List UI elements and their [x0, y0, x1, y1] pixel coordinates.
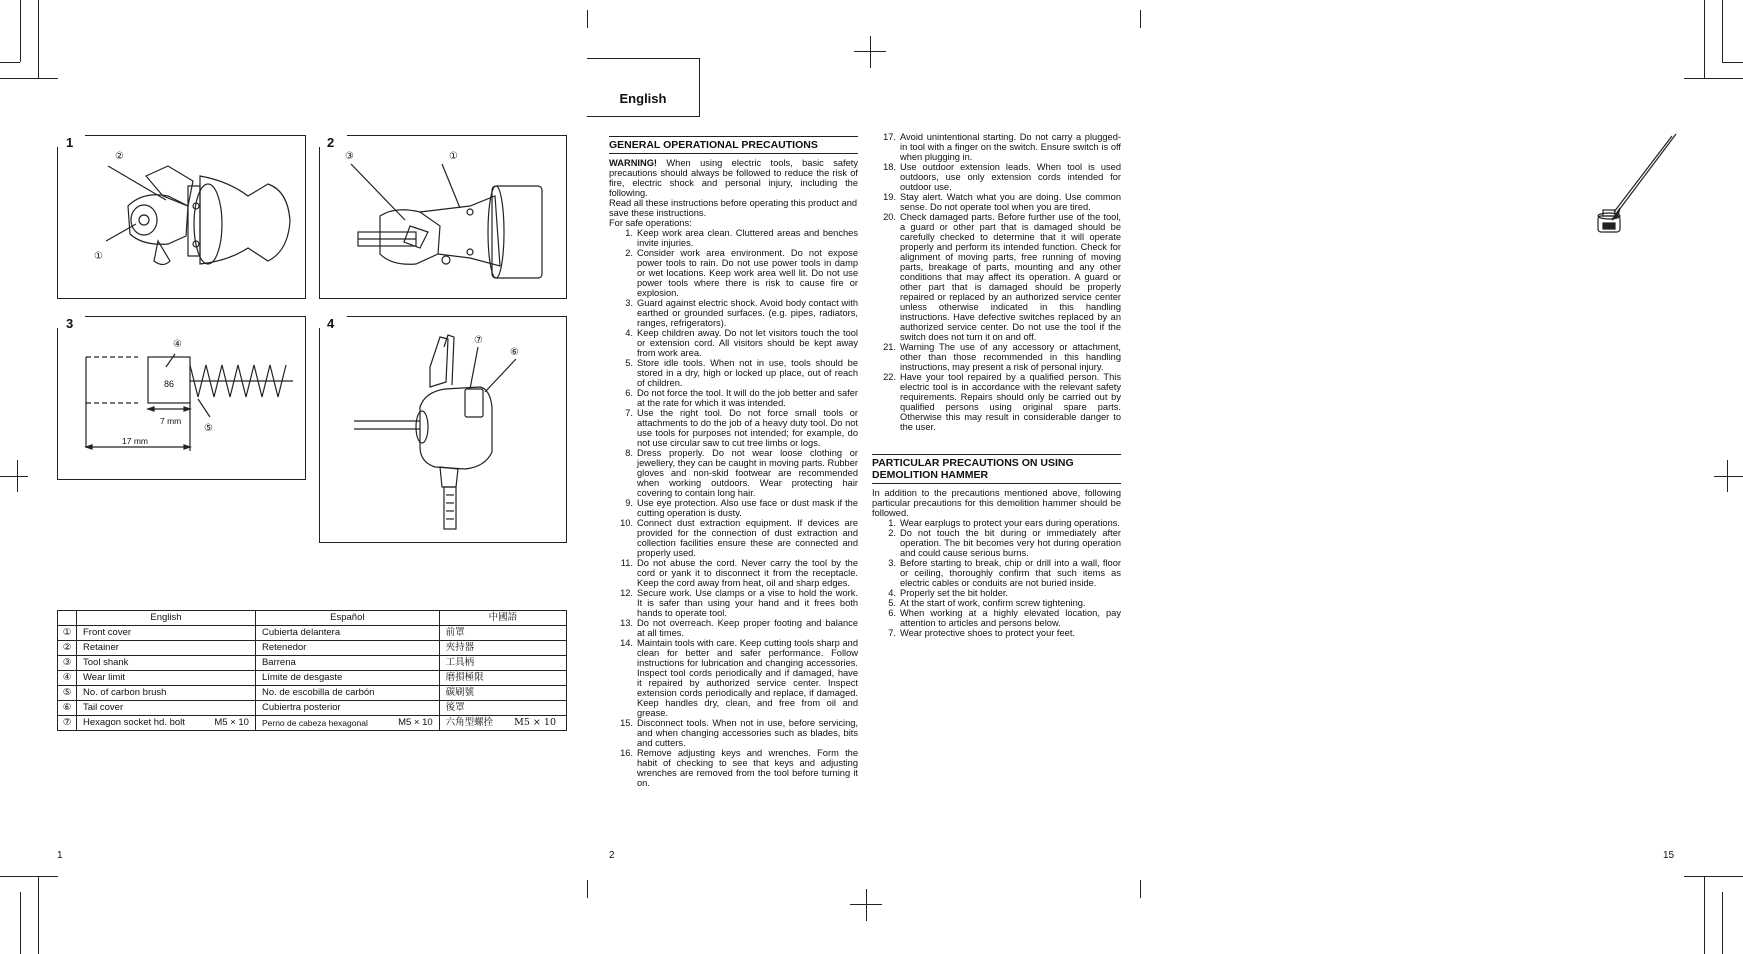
list-item-text: Properly set the bit holder. — [900, 588, 1009, 598]
list-item — [609, 228, 858, 248]
list-item — [609, 518, 858, 558]
table-row — [58, 656, 567, 671]
list-item-number: 3. — [888, 558, 896, 568]
part-name-spanish: Retenedor — [255, 641, 439, 656]
part-name-english: No. of carbon brush — [77, 686, 256, 701]
list-item-number: 15. — [620, 718, 633, 728]
list-item-text: Warning The use of any accessory or attachment, other than those recommended in this handling instructions, may present a risk of personal injury. — [900, 342, 1121, 372]
language-tab-label: English — [619, 91, 667, 106]
figure-4-drawing — [320, 317, 566, 542]
list-item-text: When working at a highly elevated location, pay attention to articles and persons below. — [900, 608, 1121, 628]
particular-precautions-list — [872, 518, 1121, 638]
list-item-text: Remove adjusting keys and wrenches. Form the habit of checking to see that keys and adjusting wrenches are removed from the tool before turning it on. — [637, 748, 858, 788]
list-item — [872, 162, 1121, 192]
list-item-number: 13. — [620, 618, 633, 628]
list-item-text: Have your tool repaired by a qualified person. This electric tool is in accordance with the relevant safety requirements. Repairs should only be carried out by qualified persons using original spare parts. Otherwise this may result in considerable danger to the user. — [900, 372, 1121, 432]
list-item-number: 1. — [625, 228, 633, 238]
general-precautions-column-1 — [609, 136, 858, 788]
table-row — [58, 701, 567, 716]
list-item — [609, 558, 858, 588]
parts-table-header-num — [58, 611, 77, 626]
list-item-text: Use eye protection. Also use face or dust mask if the cutting operation is dusty. — [637, 498, 858, 518]
list-item — [872, 628, 1121, 638]
list-item — [872, 212, 1121, 342]
part-name-english: Front cover — [77, 626, 256, 641]
part-name-spanish: Límite de desgaste — [255, 671, 439, 686]
list-item-number: 14. — [620, 638, 633, 648]
part-name-spanish-text: Perno de cabeza hexagonal — [261, 718, 368, 728]
list-item-number: 2. — [625, 248, 633, 258]
list-item — [609, 618, 858, 638]
list-item — [872, 558, 1121, 588]
list-item-number: 18. — [883, 162, 896, 172]
part-name-chinese — [439, 716, 566, 731]
part-name-chinese: 工具柄 — [439, 656, 566, 671]
list-item-number: 9. — [625, 498, 633, 508]
list-item-number: 3. — [625, 298, 633, 308]
part-name-chinese: 前罩 — [439, 626, 566, 641]
list-item — [609, 388, 858, 408]
figure-1 — [57, 135, 306, 299]
page-number-middle: 2 — [609, 850, 615, 861]
figure-2-number: 2 — [327, 135, 335, 150]
list-item — [872, 132, 1121, 162]
list-item-text: Wear earplugs to protect your ears during operations. — [900, 518, 1120, 528]
list-item — [609, 408, 858, 448]
figure-4-callout-b: ⑥ — [510, 347, 519, 358]
parts-table-header-english: English — [77, 611, 256, 626]
part-size-spanish: M5 × 10 — [398, 717, 433, 728]
figure-2-drawing — [320, 136, 566, 298]
part-size-english: M5 × 10 — [214, 717, 249, 728]
part-number: ⑤ — [58, 686, 77, 701]
list-item — [872, 342, 1121, 372]
general-precautions-list-1 — [609, 228, 858, 788]
parts-table-header-chinese: 中國語 — [439, 611, 566, 626]
list-item-number: 4. — [888, 588, 896, 598]
list-item-number: 6. — [888, 608, 896, 618]
list-item-number: 12. — [620, 588, 633, 598]
pen-and-inkwell-icon — [1590, 130, 1680, 240]
part-name-chinese: 夾持器 — [439, 641, 566, 656]
warning-text: When using electric tools, basic safety precautions should always be followed to reduce the risk of fire, electric shock and personal injury, including the following. — [609, 158, 858, 198]
list-item-text: Keep work area clean. Cluttered areas and benches invite injuries. — [637, 228, 858, 248]
list-item-text: Consider work area environment. Do not expose power tools to rain. Do not use power tools in damp or wet locations. Keep work area well lit. Do not use power tools where there is risk to cause fire or explosion. — [637, 248, 858, 298]
figure-3-wear-dim: 7 mm — [160, 416, 182, 426]
list-item-text: Use outdoor extension leads. When tool is used outdoors, use only extension cords intended for outdoor use. — [900, 162, 1121, 192]
figure-3 — [57, 316, 306, 480]
part-number: ① — [58, 626, 77, 641]
list-item-text: Secure work. Use clamps or a vise to hold the work. It is safer than using your hand and it frees both hands to operate tool. — [637, 588, 858, 618]
part-name-chinese-text: 六角型螺拴 — [445, 717, 494, 728]
list-item-number: 19. — [883, 192, 896, 202]
part-name-spanish: Cubiertra posterior — [255, 701, 439, 716]
list-item-number: 1. — [888, 518, 896, 528]
list-item — [872, 598, 1121, 608]
part-number: ④ — [58, 671, 77, 686]
part-number: ③ — [58, 656, 77, 671]
figure-2 — [319, 135, 567, 299]
list-item-text: Do not touch the bit during or immediately after operation. The bit becomes very hot during operation and could cause serious burns. — [900, 528, 1121, 558]
figure-3-length-dim: 17 mm — [122, 436, 148, 446]
for-safe-operations-text: For safe operations: — [609, 218, 692, 228]
figure-2-callout-a: ③ — [345, 151, 354, 162]
part-name-spanish: Barrena — [255, 656, 439, 671]
page-number-right: 15 — [1663, 850, 1675, 861]
list-item-number: 10. — [620, 518, 633, 528]
figure-2-callout-b: ① — [449, 151, 458, 162]
part-name-spanish: Cubierta delantera — [255, 626, 439, 641]
list-item-number: 7. — [888, 628, 896, 638]
list-item — [609, 638, 858, 718]
list-item — [872, 608, 1121, 628]
list-item-text: Connect dust extraction equipment. If devices are provided for the connection of dust extraction and collection facilities ensure these are connected and properly used. — [637, 518, 858, 558]
list-item-number: 16. — [620, 748, 633, 758]
list-item-text: Store idle tools. When not in use, tools should be stored in a dry, high or locked up place, out of reach of children. — [637, 358, 858, 388]
parts-table-header — [58, 611, 567, 626]
parts-table-header-spanish: Español — [255, 611, 439, 626]
particular-precautions-title: PARTICULAR PRECAUTIONS ON USING DEMOLITION HAMMER — [872, 454, 1121, 484]
part-name-spanish — [255, 716, 439, 731]
list-item — [609, 448, 858, 498]
figure-3-number: 3 — [66, 316, 74, 331]
part-name-spanish: No. de escobilla de carbón — [255, 686, 439, 701]
list-item — [609, 328, 858, 358]
table-row — [58, 716, 567, 731]
warning-label: WARNING! — [609, 158, 658, 168]
part-number: ⑥ — [58, 701, 77, 716]
general-precautions-column-2 — [872, 132, 1121, 638]
page-number-left: 1 — [57, 850, 63, 861]
list-item-number: 17. — [883, 132, 896, 142]
list-item-text: Check damaged parts. Before further use of the tool, a guard or other part that is damaged should be carefully checked to determine that it will operate properly and perform its intended function. Check for alignment of moving parts, free running of moving parts, breakage of parts, mounting and any other conditions that may affect its operation. A guard or other part that is damaged should be properly repaired or replaced by an authorized service center unless otherwise indicated in this handling instructions. Have defective switches replaced by an authorized service center. Do not use the tool if the switch does not turn it on and off. — [900, 212, 1121, 342]
table-row — [58, 686, 567, 701]
list-item-text: Guard against electric shock. Avoid body contact with earthed or grounded surfaces. (e.g. pipes, radiators, ranges, refrigerators). — [637, 298, 858, 328]
part-name-english: Wear limit — [77, 671, 256, 686]
part-number: ⑦ — [58, 716, 77, 731]
list-item-text: Stay alert. Watch what you are doing. Use common sense. Do not operate tool when you are tired. — [900, 192, 1121, 212]
figure-1-number: 1 — [66, 135, 74, 150]
warning-paragraph — [609, 158, 858, 198]
particular-precautions-intro: In addition to the precautions mentioned above, following particular precautions for this demolition hammer should be followed. — [872, 488, 1121, 518]
list-item-number: 20. — [883, 212, 896, 222]
table-row — [58, 641, 567, 656]
part-size-chinese: M5 × 10 — [514, 717, 556, 728]
list-item — [872, 518, 1121, 528]
list-item — [872, 588, 1121, 598]
list-item-number: 6. — [625, 388, 633, 398]
part-name-english-text: Hexagon socket hd. bolt — [83, 717, 185, 728]
list-item-number: 4. — [625, 328, 633, 338]
figure-1-callout-b: ① — [94, 251, 103, 262]
list-item — [609, 498, 858, 518]
list-item-text: At the start of work, confirm screw tightening. — [900, 598, 1086, 608]
list-item-number: 7. — [625, 408, 633, 418]
part-name-english: Retainer — [77, 641, 256, 656]
list-item — [609, 748, 858, 788]
list-item — [872, 528, 1121, 558]
list-item-text: Do not overreach. Keep proper footing and balance at all times. — [637, 618, 858, 638]
figure-3-callout-b: ⑤ — [204, 423, 213, 434]
list-item-text: Avoid unintentional starting. Do not carry a plugged-in tool with a finger on the switch. Ensure switch is off when plugging in. — [900, 132, 1121, 162]
table-row — [58, 626, 567, 641]
list-item-number: 2. — [888, 528, 896, 538]
table-row — [58, 671, 567, 686]
list-item-number: 21. — [883, 342, 896, 352]
list-item-text: Disconnect tools. When not in use, before servicing, and when changing accessories such as blades, bits and cutters. — [637, 718, 858, 748]
list-item-text: Use the right tool. Do not force small tools or attachments to do the job of a heavy duty tool. Do not use tools for purposes not intended; for example, do not use circular saw to cut tree limbs or logs. — [637, 408, 858, 448]
figure-1-callout-a: ② — [115, 151, 124, 162]
language-tab — [587, 58, 700, 117]
list-item-number: 22. — [883, 372, 896, 382]
general-precautions-list-2 — [872, 132, 1121, 432]
list-item — [609, 298, 858, 328]
part-name-english — [77, 716, 256, 731]
list-item-number: 8. — [625, 448, 633, 458]
list-item-text: Do not abuse the cord. Never carry the tool by the cord or yank it to disconnect it from the receptacle. Keep the cord away from heat, oil and sharp edges. — [637, 558, 858, 588]
part-name-chinese: 後罩 — [439, 701, 566, 716]
list-item-number: 5. — [625, 358, 633, 368]
part-name-chinese: 碳刷號 — [439, 686, 566, 701]
figure-3-callout-a: ④ — [173, 339, 182, 350]
figure-4 — [319, 316, 567, 543]
figure-1-drawing — [58, 136, 305, 298]
list-item-text: Do not force the tool. It will do the job better and safer at the rate for which it was intended. — [637, 388, 858, 408]
list-item-text: Keep children away. Do not let visitors touch the tool or extension cord. All visitors should be kept away from work area. — [637, 328, 858, 358]
parts-table — [57, 610, 567, 731]
list-item — [609, 358, 858, 388]
part-number: ② — [58, 641, 77, 656]
figure-4-number: 4 — [327, 316, 335, 331]
list-item-number: 11. — [620, 558, 633, 568]
part-name-english: Tail cover — [77, 701, 256, 716]
list-item-text: Maintain tools with care. Keep cutting tools sharp and clean for better and safer performance. Follow instructions for lubrication and changing accessories. Inspect tool cords periodically and if damaged, have it repaired by authorized service center. Inspect extension cords periodically and replace, if damaged. Keep handles dry, clean, and free from oil and grease. — [637, 638, 858, 718]
figure-3-brush-number: 86 — [164, 379, 175, 389]
list-item-text: Dress properly. Do not wear loose clothing or jewellery, they can be caught in moving parts. Rubber gloves and non-skid footwear are recommended when working outdoors. Wear protecting hair covering to contain long hair. — [637, 448, 858, 498]
part-name-chinese: 磨損極限 — [439, 671, 566, 686]
part-name-english: Tool shank — [77, 656, 256, 671]
list-item-text: Before starting to break, chip or drill into a wall, floor or ceiling, thoroughly confirm that such items as electric cables or conduits are not buried inside. — [900, 558, 1121, 588]
figure-4-callout-a: ⑦ — [474, 335, 483, 346]
list-item — [609, 588, 858, 618]
list-item — [872, 372, 1121, 432]
list-item-text: Wear protective shoes to protect your feet. — [900, 628, 1076, 638]
list-item-number: 5. — [888, 598, 896, 608]
read-instructions-text: Read all these instructions before operating this product and save these instructions. — [609, 198, 858, 218]
list-item — [609, 718, 858, 748]
list-item — [609, 248, 858, 298]
general-precautions-title: GENERAL OPERATIONAL PRECAUTIONS — [609, 136, 858, 154]
list-item — [872, 192, 1121, 212]
